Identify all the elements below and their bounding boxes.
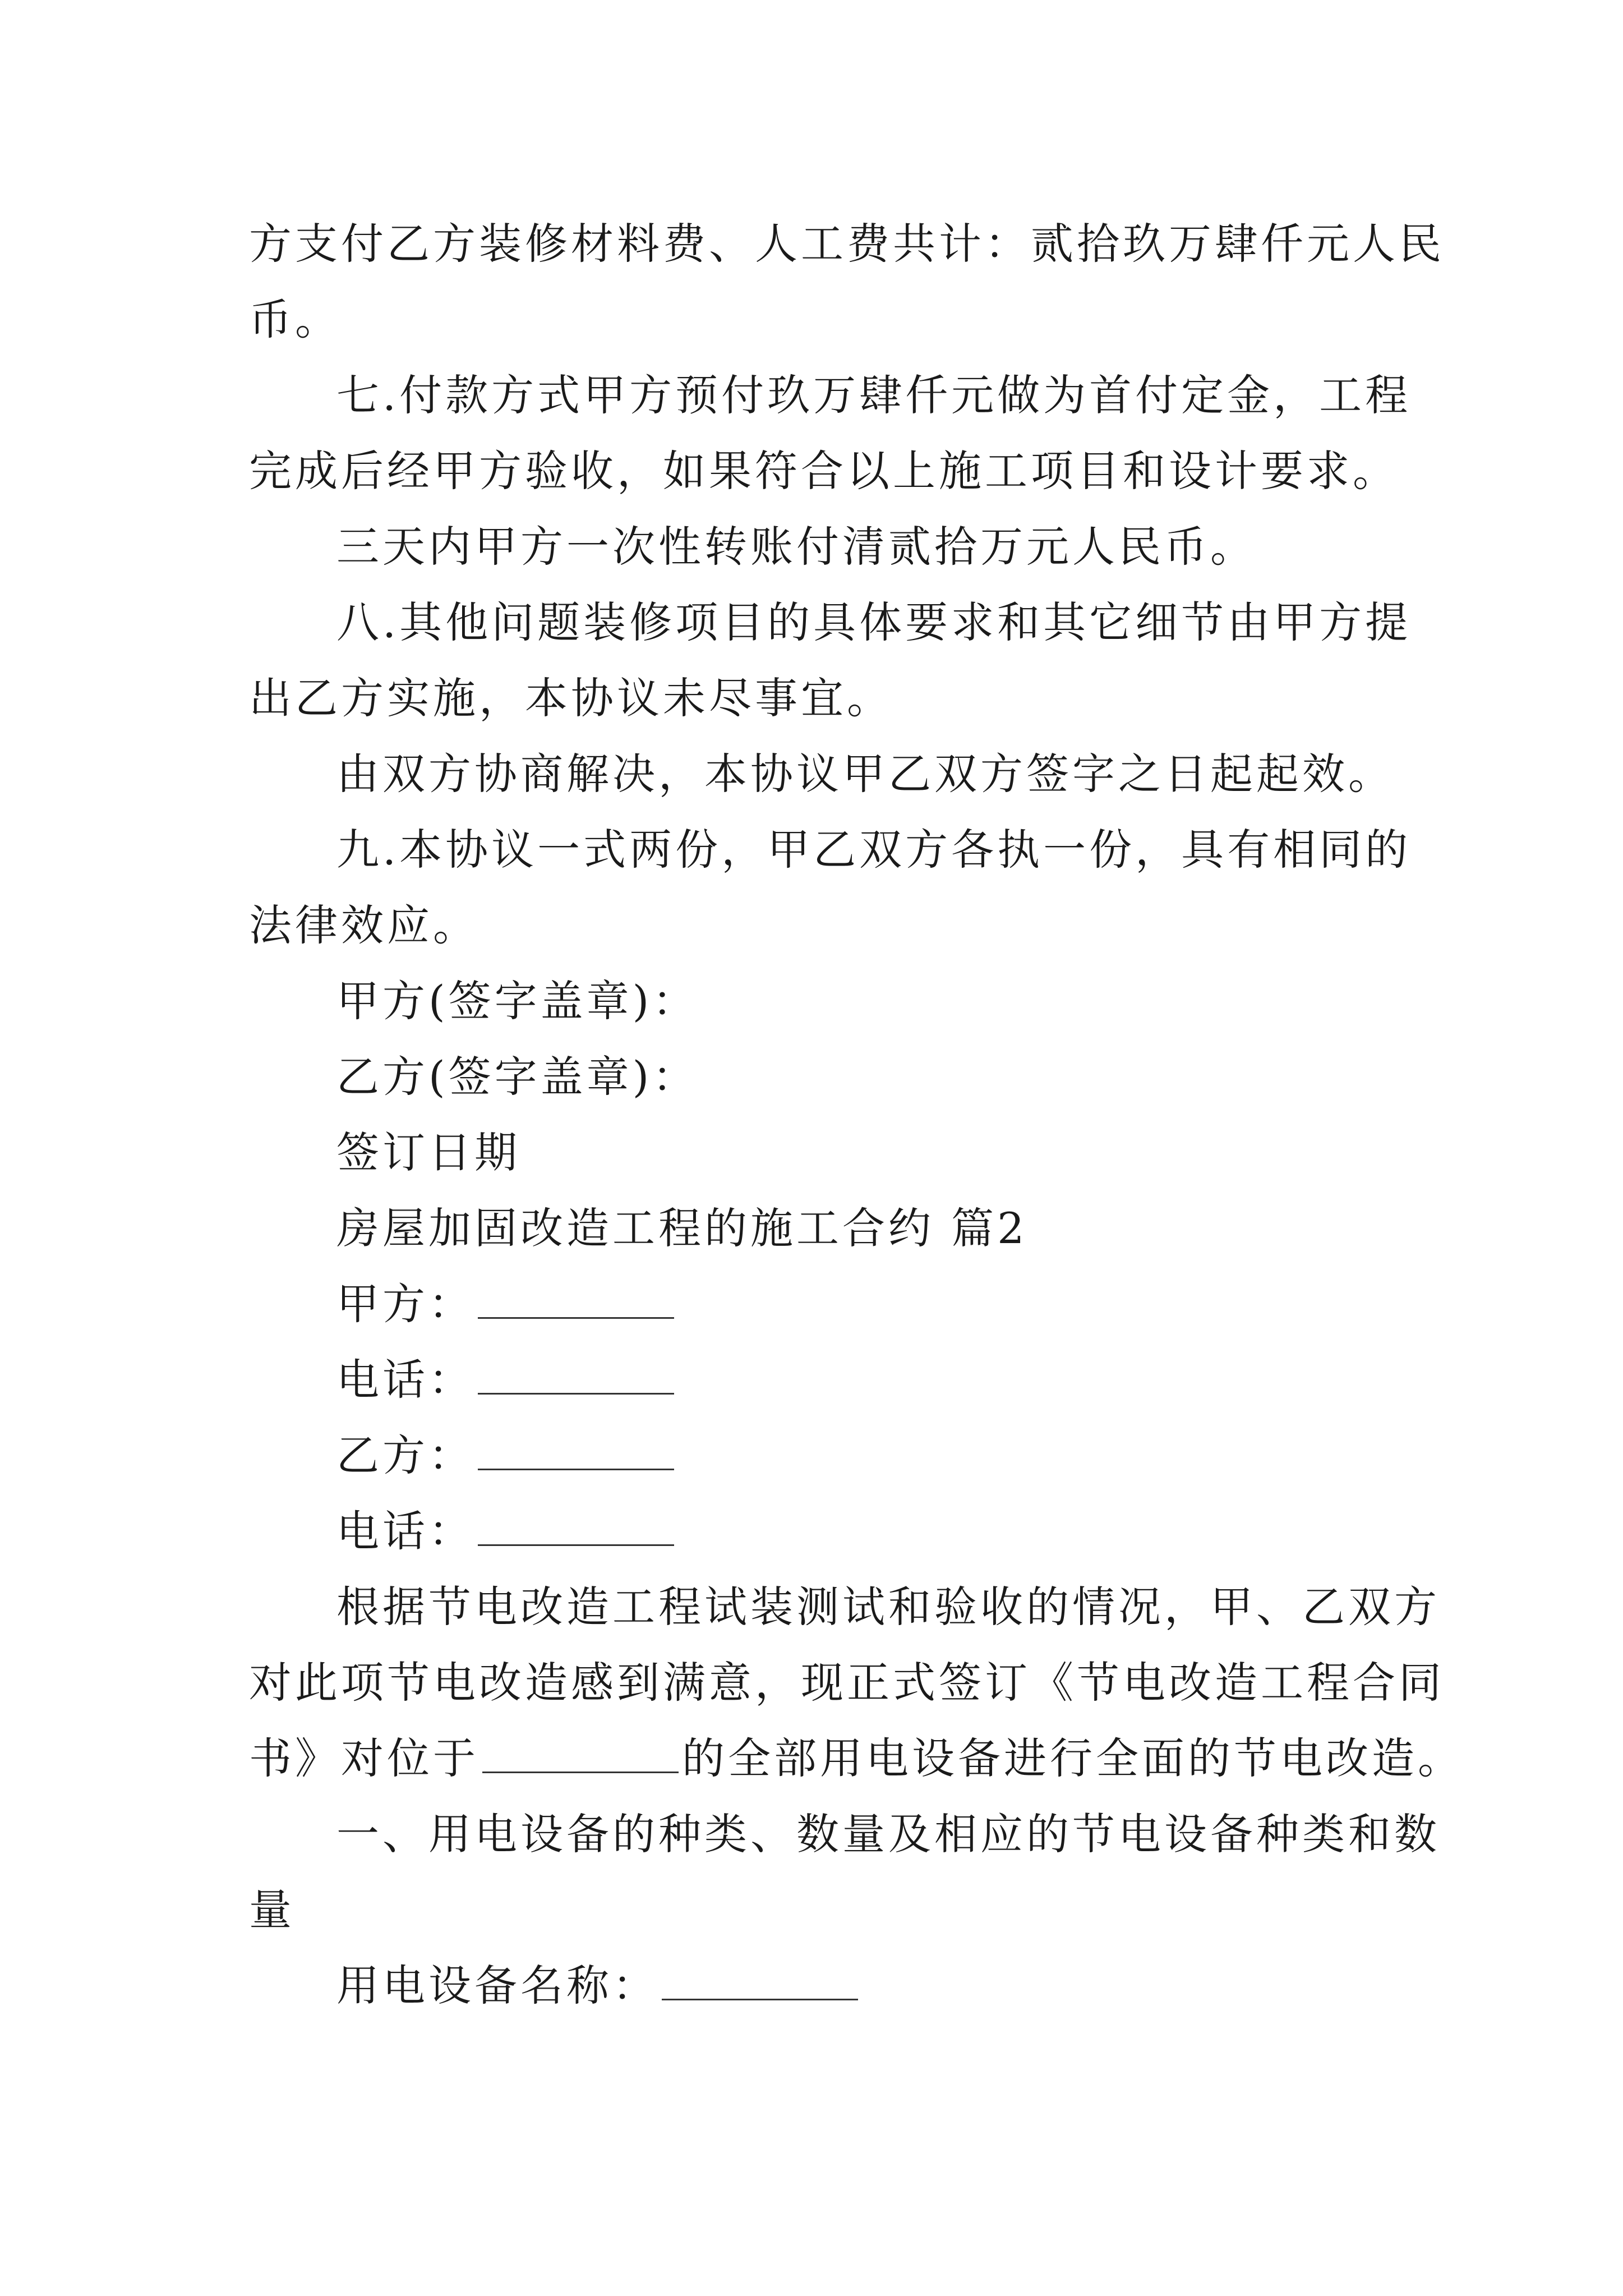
party-b-signature-label: 乙方(签字盖章)： — [336, 1052, 699, 1102]
party-b-field — [336, 1428, 677, 1484]
text-line: 出乙方实施，本协议未尽事宜。 — [249, 673, 893, 723]
party-b-label: 乙方： — [336, 1430, 474, 1480]
text-line: 三天内甲方一次性转账付清贰拾万元人民币。 — [336, 522, 1256, 572]
party-a-label: 甲方： — [336, 1279, 474, 1329]
party-a-field — [336, 1276, 677, 1332]
fill-blank — [478, 1435, 674, 1470]
equipment-name-label: 用电设备名称： — [336, 1961, 658, 2010]
text-line: 币。 — [249, 295, 341, 344]
fill-blank — [478, 1511, 674, 1546]
text-line: 一、用电设备的种类、数量及相应的节电设备种类和数 — [336, 1809, 1440, 1859]
text-line: 根据节电改造工程试装测试和验收的情况，甲、乙双方 — [336, 1582, 1440, 1632]
party-a-signature-label: 甲方(签字盖章)： — [336, 976, 699, 1026]
text-line: 九.本协议一式两份，甲乙双方各执一份，具有相同的 — [336, 825, 1412, 875]
equipment-name-field — [336, 1958, 861, 2014]
fill-blank — [478, 1283, 674, 1319]
sign-date-label: 签订日期 — [336, 1128, 520, 1177]
text-line: 方支付乙方装修材料费、人工费共计：贰拾玖万肆仟元人民 — [249, 219, 1445, 269]
phone-label: 电话： — [336, 1506, 474, 1556]
text-line: 七.付款方式甲方预付玖万肆仟元做为首付定金，工程 — [336, 370, 1412, 420]
party-a-phone-field — [336, 1352, 677, 1408]
text-segment: 的全部用电设备进行全面的节电改造。 — [682, 1733, 1464, 1783]
text-line: 由双方协商解决，本协议甲乙双方签字之日起起效。 — [336, 749, 1394, 799]
text-line: 八.其他问题装修项目的具体要求和其它细节由甲方提 — [336, 597, 1412, 647]
phone-label: 电话： — [336, 1355, 474, 1405]
fill-blank — [478, 1359, 674, 1395]
party-b-phone-field — [336, 1503, 677, 1559]
section-heading: 房屋加固改造工程的施工合约 篇2 — [336, 1203, 1028, 1253]
text-line: 量 — [249, 1885, 295, 1935]
fill-blank — [482, 1738, 679, 1773]
text-line: 完成后经甲方验收，如果符合以上施工项目和设计要求。 — [249, 446, 1399, 496]
text-segment: 书》对位于 — [249, 1733, 479, 1783]
fill-blank — [662, 1965, 858, 2000]
text-line: 法律效应。 — [249, 900, 479, 950]
text-line: 对此项节电改造感到满意，现正式签订《节电改造工程合同 — [249, 1658, 1445, 1708]
location-line — [249, 1731, 1464, 1787]
